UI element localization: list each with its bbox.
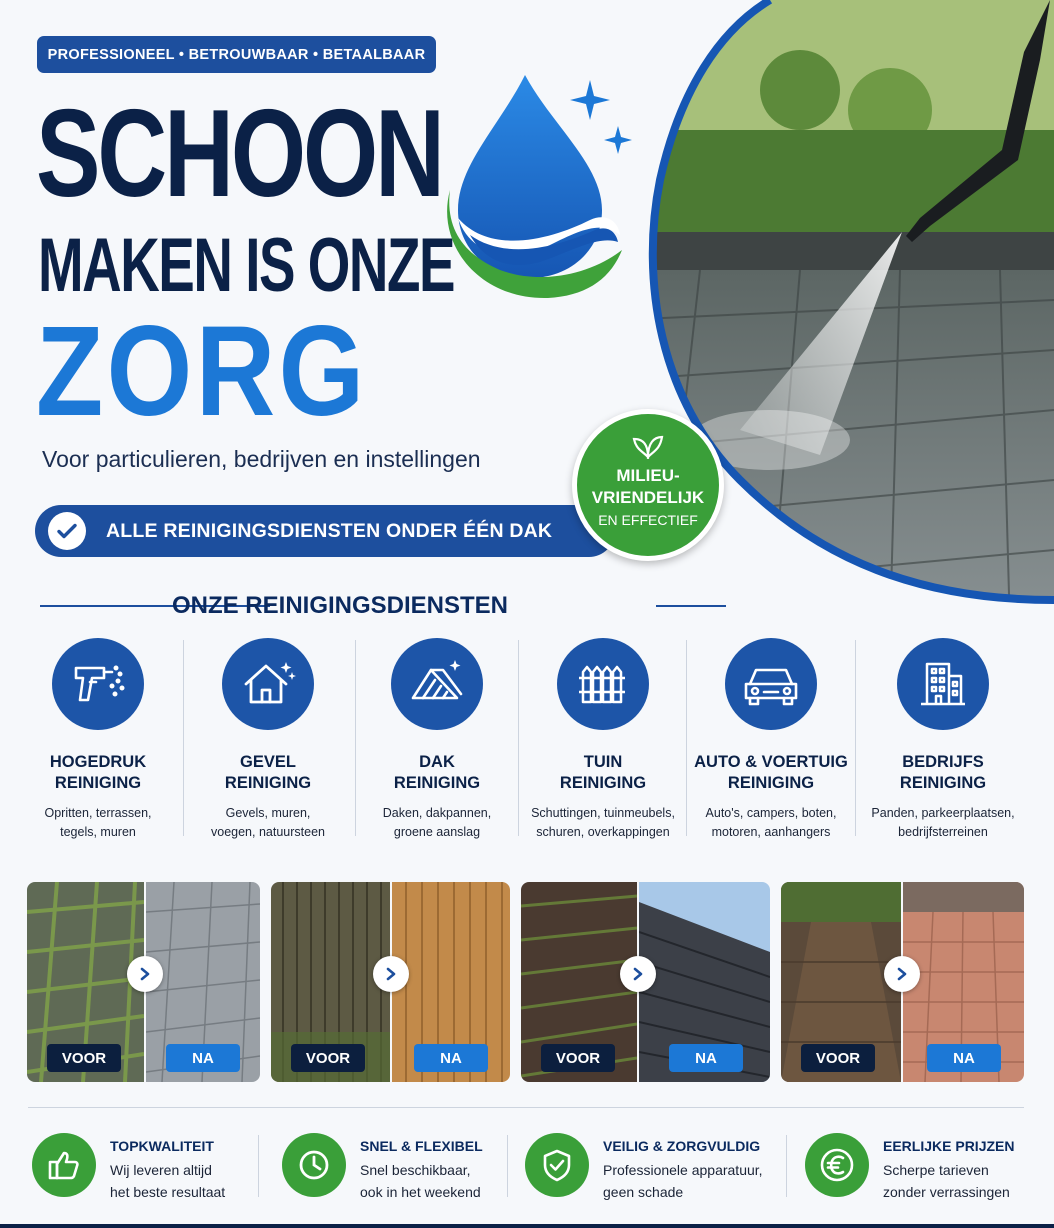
eco-badge-line-3: EN EFFECTIEF bbox=[598, 512, 698, 528]
service-desc-1: Panden, parkeerplaatsen, bbox=[871, 806, 1015, 820]
before-label: VOOR bbox=[541, 1044, 615, 1072]
before-after-pavers bbox=[27, 882, 260, 1082]
chevron-right-icon bbox=[884, 956, 920, 992]
service-name-2: REINIGING bbox=[393, 774, 481, 792]
service-name-2: REINIGING bbox=[899, 774, 987, 792]
chevron-right-icon bbox=[620, 956, 656, 992]
before-photo bbox=[781, 882, 901, 1082]
service-name-1: DAK bbox=[419, 753, 455, 771]
service-name-2: REINIGING bbox=[727, 774, 815, 792]
checkmark-icon bbox=[48, 512, 86, 550]
chevron-right-icon bbox=[127, 956, 163, 992]
service-desc-1: Schuttingen, tuinmeubels, bbox=[531, 806, 675, 820]
service-high-pressure bbox=[13, 638, 183, 842]
after-label: NA bbox=[414, 1044, 488, 1072]
feature-desc-2: geen schade bbox=[603, 1184, 684, 1200]
eco-friendly-badge bbox=[572, 409, 724, 561]
after-label: NA bbox=[669, 1044, 743, 1072]
service-name-1: BEDRIJFS bbox=[902, 753, 984, 771]
service-desc-1: Gevels, muren, bbox=[225, 806, 311, 820]
feature-desc-2: ook in het weekend bbox=[360, 1184, 481, 1200]
car-icon bbox=[725, 638, 817, 730]
footer-bar bbox=[0, 1224, 1054, 1228]
service-business bbox=[858, 638, 1028, 842]
before-photo bbox=[27, 882, 144, 1082]
feature-title: VEILIG & ZORGVULDIG bbox=[603, 1138, 761, 1154]
feature-title: SNEL & FLEXIBEL bbox=[360, 1138, 483, 1154]
feature-title: TOPKWALITEIT bbox=[110, 1138, 214, 1154]
service-desc-2: tegels, muren bbox=[60, 825, 136, 839]
fence-icon bbox=[557, 638, 649, 730]
before-photo bbox=[521, 882, 637, 1082]
service-name-1: TUIN bbox=[583, 753, 623, 771]
feature-desc-1: Professionele apparatuur, bbox=[603, 1162, 763, 1178]
service-garden bbox=[518, 638, 688, 842]
eco-badge-line-2: VRIENDELIJK bbox=[591, 488, 705, 507]
headline-line-1: SCHOON bbox=[36, 85, 442, 223]
feature-desc-2: het beste resultaat bbox=[110, 1184, 226, 1200]
one-roof-banner bbox=[35, 505, 615, 557]
feature-desc-1: Wij leveren altijd bbox=[110, 1162, 212, 1178]
before-label: VOOR bbox=[801, 1044, 875, 1072]
service-desc-1: Opritten, terrassen, bbox=[44, 806, 152, 820]
before-label: VOOR bbox=[47, 1044, 121, 1072]
service-desc-2: motoren, aanhangers bbox=[711, 825, 831, 839]
section-rule-right bbox=[656, 605, 726, 607]
feature-title: EERLIJKE PRIJZEN bbox=[883, 1138, 1015, 1154]
shield-check-icon bbox=[525, 1133, 589, 1197]
eco-badge-line-1: MILIEU- bbox=[616, 466, 680, 485]
pressure-washer-icon bbox=[52, 638, 144, 730]
service-desc-2: groene aanslag bbox=[393, 825, 481, 839]
feature-divider bbox=[786, 1135, 787, 1197]
chevron-right-icon bbox=[373, 956, 409, 992]
service-name-2: REINIGING bbox=[559, 774, 647, 792]
water-drop-logo bbox=[430, 70, 640, 315]
service-name-2: REINIGING bbox=[224, 774, 312, 792]
feature-desc-1: Snel beschikbaar, bbox=[360, 1162, 471, 1178]
features-divider bbox=[28, 1107, 1024, 1108]
before-label: VOOR bbox=[291, 1044, 365, 1072]
headline-line-3: ZORG bbox=[36, 300, 368, 443]
hero-subtitle: Voor particulieren, bedrijven en instellingen bbox=[42, 446, 481, 472]
thumbs-up-icon bbox=[32, 1133, 96, 1197]
service-name-1: AUTO & VOERTUIG bbox=[694, 753, 848, 771]
service-name-1: GEVEL bbox=[240, 753, 296, 771]
leaf-icon bbox=[630, 431, 666, 464]
banner-text: ALLE REINIGINGSDIENSTEN ONDER ÉÉN DAK bbox=[106, 519, 553, 542]
service-desc-2: schuren, overkappingen bbox=[536, 825, 670, 839]
service-desc-1: Daken, dakpannen, bbox=[382, 806, 492, 820]
after-photo bbox=[639, 882, 770, 1082]
service-desc-1: Auto's, campers, boten, bbox=[705, 806, 837, 820]
services-title: ONZE REINIGINGSDIENSTEN bbox=[171, 592, 509, 619]
roof-icon bbox=[391, 638, 483, 730]
tagline-badge: PROFESSIONEEL • BETROUWBAAR • BETAALBAAR bbox=[37, 36, 436, 73]
service-desc-2: bedrijfsterreinen bbox=[898, 825, 988, 839]
headline-line-2: MAKEN IS ONZE bbox=[38, 223, 455, 308]
before-after-driveway bbox=[781, 882, 1024, 1082]
after-photo bbox=[392, 882, 510, 1082]
euro-icon bbox=[805, 1133, 869, 1197]
feature-divider bbox=[507, 1135, 508, 1197]
service-facade bbox=[183, 638, 353, 842]
after-label: NA bbox=[927, 1044, 1001, 1072]
after-photo bbox=[903, 882, 1024, 1082]
after-photo bbox=[146, 882, 260, 1082]
service-divider bbox=[855, 640, 856, 836]
service-vehicle bbox=[686, 638, 856, 842]
before-after-roof bbox=[521, 882, 770, 1082]
clock-icon bbox=[282, 1133, 346, 1197]
house-icon bbox=[222, 638, 314, 730]
before-after-fence bbox=[271, 882, 510, 1082]
service-name-1: HOGEDRUK bbox=[49, 753, 147, 771]
service-desc-2: voegen, natuursteen bbox=[211, 825, 325, 839]
service-roof bbox=[352, 638, 522, 842]
before-photo bbox=[271, 882, 390, 1082]
building-icon bbox=[897, 638, 989, 730]
feature-desc-2: zonder verrassingen bbox=[883, 1184, 1010, 1200]
feature-desc-1: Scherpe tarieven bbox=[883, 1162, 989, 1178]
feature-divider bbox=[258, 1135, 259, 1197]
after-label: NA bbox=[166, 1044, 240, 1072]
service-name-2: REINIGING bbox=[54, 774, 142, 792]
